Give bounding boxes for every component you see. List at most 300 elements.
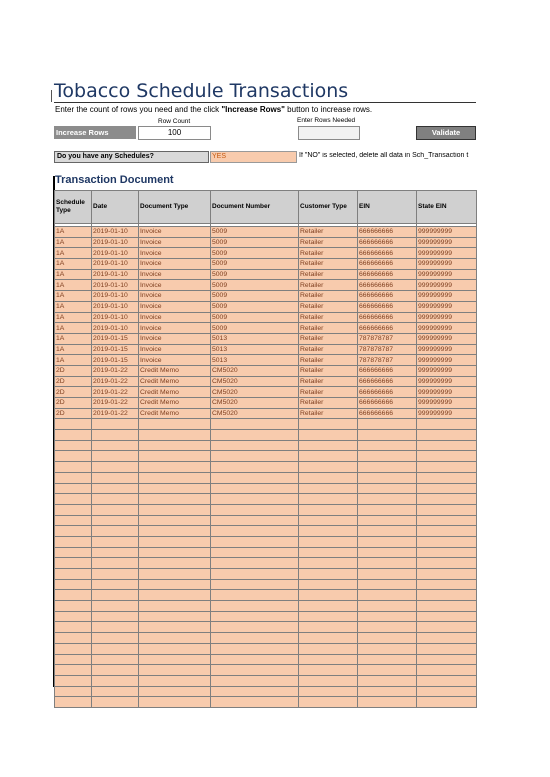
cell-state-ein[interactable]: 999999999: [417, 398, 477, 409]
cell-customer-type[interactable]: Retailer: [299, 333, 358, 344]
empty-cell[interactable]: [417, 601, 477, 612]
empty-cell[interactable]: [55, 440, 92, 451]
empty-cell[interactable]: [299, 451, 358, 462]
cell-document-type[interactable]: Invoice: [139, 355, 211, 366]
empty-cell[interactable]: [358, 462, 417, 473]
empty-cell[interactable]: [211, 665, 299, 676]
empty-cell[interactable]: [139, 440, 211, 451]
cell-customer-type[interactable]: Retailer: [299, 269, 358, 280]
empty-cell[interactable]: [139, 494, 211, 505]
empty-cell[interactable]: [92, 462, 139, 473]
empty-cell[interactable]: [55, 665, 92, 676]
empty-cell[interactable]: [55, 483, 92, 494]
empty-cell[interactable]: [139, 601, 211, 612]
cell-state-ein[interactable]: 999999999: [417, 365, 477, 376]
empty-cell[interactable]: [417, 462, 477, 473]
empty-cell[interactable]: [299, 494, 358, 505]
empty-cell[interactable]: [299, 569, 358, 580]
cell-document-number[interactable]: CM5020: [211, 376, 299, 387]
cell-date[interactable]: 2019-01-10: [92, 259, 139, 270]
cell-document-number[interactable]: 5009: [211, 312, 299, 323]
empty-cell[interactable]: [92, 622, 139, 633]
empty-cell[interactable]: [139, 430, 211, 441]
empty-cell[interactable]: [55, 579, 92, 590]
enter-rows-input[interactable]: [298, 126, 360, 140]
empty-cell[interactable]: [211, 526, 299, 537]
empty-cell[interactable]: [139, 483, 211, 494]
empty-cell[interactable]: [299, 665, 358, 676]
empty-cell[interactable]: [211, 462, 299, 473]
empty-cell[interactable]: [358, 675, 417, 686]
empty-cell[interactable]: [139, 569, 211, 580]
cell-customer-type[interactable]: Retailer: [299, 301, 358, 312]
empty-cell[interactable]: [211, 536, 299, 547]
cell-date[interactable]: 2019-01-10: [92, 248, 139, 259]
empty-cell[interactable]: [358, 526, 417, 537]
empty-cell[interactable]: [299, 430, 358, 441]
empty-cell[interactable]: [211, 590, 299, 601]
cell-customer-type[interactable]: Retailer: [299, 376, 358, 387]
cell-document-type[interactable]: Invoice: [139, 280, 211, 291]
cell-ein[interactable]: 666666666: [358, 408, 417, 419]
cell-schedule-type[interactable]: 1A: [55, 344, 92, 355]
increase-rows-button[interactable]: Increase Rows: [54, 126, 136, 139]
empty-cell[interactable]: [139, 633, 211, 644]
cell-schedule-type[interactable]: 2D: [55, 398, 92, 409]
empty-cell[interactable]: [92, 483, 139, 494]
cell-ein[interactable]: 666666666: [358, 227, 417, 238]
empty-cell[interactable]: [417, 536, 477, 547]
cell-document-number[interactable]: 5009: [211, 301, 299, 312]
cell-schedule-type[interactable]: 1A: [55, 259, 92, 270]
cell-schedule-type[interactable]: 1A: [55, 291, 92, 302]
empty-cell[interactable]: [299, 536, 358, 547]
empty-cell[interactable]: [55, 536, 92, 547]
empty-cell[interactable]: [299, 526, 358, 537]
cell-customer-type[interactable]: Retailer: [299, 237, 358, 248]
cell-customer-type[interactable]: Retailer: [299, 387, 358, 398]
empty-cell[interactable]: [92, 430, 139, 441]
cell-ein[interactable]: 666666666: [358, 387, 417, 398]
empty-cell[interactable]: [299, 504, 358, 515]
cell-document-number[interactable]: CM5020: [211, 387, 299, 398]
empty-cell[interactable]: [92, 440, 139, 451]
cell-customer-type[interactable]: Retailer: [299, 408, 358, 419]
cell-document-number[interactable]: CM5020: [211, 408, 299, 419]
empty-cell[interactable]: [92, 558, 139, 569]
cell-date[interactable]: 2019-01-10: [92, 280, 139, 291]
empty-cell[interactable]: [417, 569, 477, 580]
cell-customer-type[interactable]: Retailer: [299, 291, 358, 302]
cell-document-type[interactable]: Invoice: [139, 301, 211, 312]
cell-document-type[interactable]: Invoice: [139, 227, 211, 238]
empty-cell[interactable]: [417, 472, 477, 483]
cell-document-number[interactable]: 5013: [211, 333, 299, 344]
empty-cell[interactable]: [92, 569, 139, 580]
cell-document-number[interactable]: 5009: [211, 248, 299, 259]
empty-cell[interactable]: [139, 665, 211, 676]
empty-cell[interactable]: [55, 590, 92, 601]
cell-customer-type[interactable]: Retailer: [299, 312, 358, 323]
empty-cell[interactable]: [358, 590, 417, 601]
empty-cell[interactable]: [92, 504, 139, 515]
cell-schedule-type[interactable]: 1A: [55, 237, 92, 248]
cell-ein[interactable]: 666666666: [358, 237, 417, 248]
cell-ein[interactable]: 666666666: [358, 398, 417, 409]
empty-cell[interactable]: [417, 579, 477, 590]
empty-cell[interactable]: [358, 654, 417, 665]
empty-cell[interactable]: [139, 504, 211, 515]
cell-date[interactable]: 2019-01-22: [92, 387, 139, 398]
empty-cell[interactable]: [299, 462, 358, 473]
cell-document-number[interactable]: CM5020: [211, 365, 299, 376]
empty-cell[interactable]: [211, 643, 299, 654]
cell-document-type[interactable]: Invoice: [139, 248, 211, 259]
empty-cell[interactable]: [139, 462, 211, 473]
cell-state-ein[interactable]: 999999999: [417, 323, 477, 334]
cell-state-ein[interactable]: 999999999: [417, 269, 477, 280]
empty-cell[interactable]: [211, 494, 299, 505]
empty-cell[interactable]: [299, 611, 358, 622]
empty-cell[interactable]: [358, 483, 417, 494]
cell-document-type[interactable]: Credit Memo: [139, 387, 211, 398]
empty-cell[interactable]: [417, 515, 477, 526]
cell-schedule-type[interactable]: 1A: [55, 333, 92, 344]
cell-ein[interactable]: 787878787: [358, 355, 417, 366]
empty-cell[interactable]: [417, 558, 477, 569]
empty-cell[interactable]: [417, 504, 477, 515]
empty-cell[interactable]: [358, 633, 417, 644]
cell-document-number[interactable]: 5013: [211, 355, 299, 366]
cell-customer-type[interactable]: Retailer: [299, 227, 358, 238]
cell-document-number[interactable]: 5009: [211, 227, 299, 238]
empty-cell[interactable]: [358, 547, 417, 558]
empty-cell[interactable]: [92, 526, 139, 537]
empty-cell[interactable]: [299, 472, 358, 483]
empty-cell[interactable]: [358, 643, 417, 654]
cell-ein[interactable]: 787878787: [358, 344, 417, 355]
empty-cell[interactable]: [358, 611, 417, 622]
cell-schedule-type[interactable]: 1A: [55, 301, 92, 312]
cell-state-ein[interactable]: 999999999: [417, 355, 477, 366]
empty-cell[interactable]: [299, 419, 358, 430]
empty-cell[interactable]: [55, 494, 92, 505]
empty-cell[interactable]: [92, 536, 139, 547]
empty-cell[interactable]: [358, 472, 417, 483]
cell-document-number[interactable]: 5009: [211, 237, 299, 248]
cell-document-type[interactable]: Invoice: [139, 291, 211, 302]
cell-document-number[interactable]: 5009: [211, 269, 299, 280]
empty-cell[interactable]: [139, 590, 211, 601]
empty-cell[interactable]: [211, 675, 299, 686]
empty-cell[interactable]: [417, 419, 477, 430]
cell-schedule-type[interactable]: 1A: [55, 312, 92, 323]
empty-cell[interactable]: [299, 601, 358, 612]
empty-cell[interactable]: [299, 547, 358, 558]
empty-cell[interactable]: [92, 515, 139, 526]
cell-document-number[interactable]: 5009: [211, 280, 299, 291]
empty-cell[interactable]: [358, 558, 417, 569]
cell-date[interactable]: 2019-01-10: [92, 301, 139, 312]
empty-cell[interactable]: [55, 622, 92, 633]
empty-cell[interactable]: [417, 483, 477, 494]
empty-cell[interactable]: [92, 419, 139, 430]
empty-cell[interactable]: [417, 547, 477, 558]
cell-schedule-type[interactable]: 1A: [55, 248, 92, 259]
empty-cell[interactable]: [358, 494, 417, 505]
empty-cell[interactable]: [139, 654, 211, 665]
cell-date[interactable]: 2019-01-10: [92, 312, 139, 323]
cell-document-type[interactable]: Invoice: [139, 237, 211, 248]
empty-cell[interactable]: [299, 440, 358, 451]
cell-date[interactable]: 2019-01-10: [92, 323, 139, 334]
empty-cell[interactable]: [299, 686, 358, 697]
empty-cell[interactable]: [358, 430, 417, 441]
cell-date[interactable]: 2019-01-15: [92, 344, 139, 355]
empty-cell[interactable]: [299, 697, 358, 708]
empty-cell[interactable]: [299, 654, 358, 665]
empty-cell[interactable]: [139, 622, 211, 633]
empty-cell[interactable]: [92, 633, 139, 644]
empty-cell[interactable]: [139, 686, 211, 697]
cell-document-number[interactable]: 5009: [211, 323, 299, 334]
cell-document-number[interactable]: 5009: [211, 259, 299, 270]
cell-customer-type[interactable]: Retailer: [299, 344, 358, 355]
empty-cell[interactable]: [211, 611, 299, 622]
empty-cell[interactable]: [358, 515, 417, 526]
cell-state-ein[interactable]: 999999999: [417, 280, 477, 291]
cell-date[interactable]: 2019-01-15: [92, 355, 139, 366]
empty-cell[interactable]: [299, 558, 358, 569]
empty-cell[interactable]: [358, 451, 417, 462]
empty-cell[interactable]: [55, 451, 92, 462]
empty-cell[interactable]: [92, 494, 139, 505]
cell-date[interactable]: 2019-01-15: [92, 333, 139, 344]
empty-cell[interactable]: [139, 419, 211, 430]
cell-date[interactable]: 2019-01-22: [92, 365, 139, 376]
cell-ein[interactable]: 666666666: [358, 280, 417, 291]
empty-cell[interactable]: [55, 472, 92, 483]
cell-customer-type[interactable]: Retailer: [299, 248, 358, 259]
cell-ein[interactable]: 666666666: [358, 248, 417, 259]
empty-cell[interactable]: [139, 558, 211, 569]
empty-cell[interactable]: [417, 643, 477, 654]
cell-state-ein[interactable]: 999999999: [417, 376, 477, 387]
cell-date[interactable]: 2019-01-10: [92, 291, 139, 302]
empty-cell[interactable]: [417, 697, 477, 708]
empty-cell[interactable]: [55, 675, 92, 686]
empty-cell[interactable]: [211, 440, 299, 451]
empty-cell[interactable]: [358, 686, 417, 697]
empty-cell[interactable]: [211, 451, 299, 462]
cell-state-ein[interactable]: 999999999: [417, 408, 477, 419]
empty-cell[interactable]: [417, 440, 477, 451]
empty-cell[interactable]: [299, 579, 358, 590]
empty-cell[interactable]: [139, 472, 211, 483]
cell-ein[interactable]: 666666666: [358, 312, 417, 323]
cell-document-number[interactable]: CM5020: [211, 398, 299, 409]
cell-ein[interactable]: 666666666: [358, 301, 417, 312]
cell-document-type[interactable]: Credit Memo: [139, 365, 211, 376]
empty-cell[interactable]: [55, 462, 92, 473]
empty-cell[interactable]: [358, 601, 417, 612]
empty-cell[interactable]: [92, 601, 139, 612]
cell-date[interactable]: 2019-01-22: [92, 408, 139, 419]
cell-customer-type[interactable]: Retailer: [299, 280, 358, 291]
empty-cell[interactable]: [92, 579, 139, 590]
empty-cell[interactable]: [211, 569, 299, 580]
empty-cell[interactable]: [299, 590, 358, 601]
cell-document-type[interactable]: Invoice: [139, 323, 211, 334]
cell-date[interactable]: 2019-01-10: [92, 237, 139, 248]
empty-cell[interactable]: [139, 611, 211, 622]
cell-date[interactable]: 2019-01-22: [92, 398, 139, 409]
cell-customer-type[interactable]: Retailer: [299, 365, 358, 376]
cell-customer-type[interactable]: Retailer: [299, 259, 358, 270]
cell-schedule-type[interactable]: 2D: [55, 408, 92, 419]
cell-ein[interactable]: 787878787: [358, 333, 417, 344]
cell-document-type[interactable]: Credit Memo: [139, 408, 211, 419]
empty-cell[interactable]: [417, 665, 477, 676]
empty-cell[interactable]: [139, 697, 211, 708]
empty-cell[interactable]: [417, 430, 477, 441]
cell-state-ein[interactable]: 999999999: [417, 312, 477, 323]
empty-cell[interactable]: [358, 697, 417, 708]
empty-cell[interactable]: [358, 579, 417, 590]
empty-cell[interactable]: [417, 494, 477, 505]
empty-cell[interactable]: [358, 440, 417, 451]
cell-customer-type[interactable]: Retailer: [299, 323, 358, 334]
cell-document-type[interactable]: Invoice: [139, 344, 211, 355]
empty-cell[interactable]: [92, 472, 139, 483]
empty-cell[interactable]: [299, 622, 358, 633]
empty-cell[interactable]: [358, 504, 417, 515]
cell-schedule-type[interactable]: 2D: [55, 365, 92, 376]
empty-cell[interactable]: [299, 643, 358, 654]
empty-cell[interactable]: [92, 686, 139, 697]
empty-cell[interactable]: [211, 430, 299, 441]
cell-ein[interactable]: 666666666: [358, 291, 417, 302]
cell-ein[interactable]: 666666666: [358, 376, 417, 387]
empty-cell[interactable]: [92, 665, 139, 676]
empty-cell[interactable]: [92, 697, 139, 708]
empty-cell[interactable]: [211, 419, 299, 430]
cell-document-type[interactable]: Invoice: [139, 312, 211, 323]
cell-ein[interactable]: 666666666: [358, 365, 417, 376]
cell-state-ein[interactable]: 999999999: [417, 291, 477, 302]
empty-cell[interactable]: [139, 536, 211, 547]
empty-cell[interactable]: [299, 483, 358, 494]
cell-schedule-type[interactable]: 1A: [55, 269, 92, 280]
cell-document-type[interactable]: Credit Memo: [139, 376, 211, 387]
empty-cell[interactable]: [139, 547, 211, 558]
empty-cell[interactable]: [417, 686, 477, 697]
empty-cell[interactable]: [417, 590, 477, 601]
empty-cell[interactable]: [55, 419, 92, 430]
empty-cell[interactable]: [211, 472, 299, 483]
empty-cell[interactable]: [55, 515, 92, 526]
empty-cell[interactable]: [139, 451, 211, 462]
empty-cell[interactable]: [92, 675, 139, 686]
cell-state-ein[interactable]: 999999999: [417, 259, 477, 270]
cell-state-ein[interactable]: 999999999: [417, 227, 477, 238]
empty-cell[interactable]: [92, 654, 139, 665]
cell-state-ein[interactable]: 999999999: [417, 344, 477, 355]
cell-ein[interactable]: 666666666: [358, 269, 417, 280]
empty-cell[interactable]: [211, 686, 299, 697]
empty-cell[interactable]: [358, 536, 417, 547]
empty-cell[interactable]: [417, 451, 477, 462]
cell-ein[interactable]: 666666666: [358, 259, 417, 270]
empty-cell[interactable]: [92, 451, 139, 462]
empty-cell[interactable]: [55, 697, 92, 708]
empty-cell[interactable]: [139, 643, 211, 654]
empty-cell[interactable]: [211, 622, 299, 633]
empty-cell[interactable]: [211, 504, 299, 515]
empty-cell[interactable]: [211, 483, 299, 494]
empty-cell[interactable]: [417, 654, 477, 665]
empty-cell[interactable]: [211, 515, 299, 526]
empty-cell[interactable]: [55, 526, 92, 537]
empty-cell[interactable]: [299, 515, 358, 526]
empty-cell[interactable]: [299, 633, 358, 644]
empty-cell[interactable]: [55, 504, 92, 515]
cell-schedule-type[interactable]: 2D: [55, 376, 92, 387]
cell-document-number[interactable]: 5009: [211, 291, 299, 302]
empty-cell[interactable]: [92, 611, 139, 622]
empty-cell[interactable]: [55, 430, 92, 441]
empty-cell[interactable]: [55, 643, 92, 654]
schedules-answer-select[interactable]: YES: [210, 151, 297, 163]
empty-cell[interactable]: [55, 569, 92, 580]
validate-button[interactable]: Validate: [416, 126, 476, 140]
cell-customer-type[interactable]: Retailer: [299, 355, 358, 366]
cell-date[interactable]: 2019-01-10: [92, 269, 139, 280]
empty-cell[interactable]: [92, 590, 139, 601]
cell-date[interactable]: 2019-01-22: [92, 376, 139, 387]
cell-state-ein[interactable]: 999999999: [417, 237, 477, 248]
empty-cell[interactable]: [211, 697, 299, 708]
cell-customer-type[interactable]: Retailer: [299, 398, 358, 409]
empty-cell[interactable]: [139, 675, 211, 686]
empty-cell[interactable]: [55, 611, 92, 622]
empty-cell[interactable]: [358, 622, 417, 633]
cell-date[interactable]: 2019-01-10: [92, 227, 139, 238]
cell-state-ein[interactable]: 999999999: [417, 301, 477, 312]
empty-cell[interactable]: [299, 675, 358, 686]
empty-cell[interactable]: [55, 686, 92, 697]
empty-cell[interactable]: [417, 526, 477, 537]
empty-cell[interactable]: [55, 654, 92, 665]
empty-cell[interactable]: [55, 547, 92, 558]
empty-cell[interactable]: [211, 547, 299, 558]
cell-document-type[interactable]: Credit Memo: [139, 398, 211, 409]
empty-cell[interactable]: [139, 526, 211, 537]
cell-state-ein[interactable]: 999999999: [417, 387, 477, 398]
cell-schedule-type[interactable]: 1A: [55, 280, 92, 291]
cell-ein[interactable]: 666666666: [358, 323, 417, 334]
empty-cell[interactable]: [92, 547, 139, 558]
cell-document-number[interactable]: 5013: [211, 344, 299, 355]
empty-cell[interactable]: [211, 654, 299, 665]
empty-cell[interactable]: [417, 633, 477, 644]
empty-cell[interactable]: [417, 675, 477, 686]
cell-schedule-type[interactable]: 2D: [55, 387, 92, 398]
empty-cell[interactable]: [358, 665, 417, 676]
empty-cell[interactable]: [211, 558, 299, 569]
empty-cell[interactable]: [417, 611, 477, 622]
empty-cell[interactable]: [211, 633, 299, 644]
